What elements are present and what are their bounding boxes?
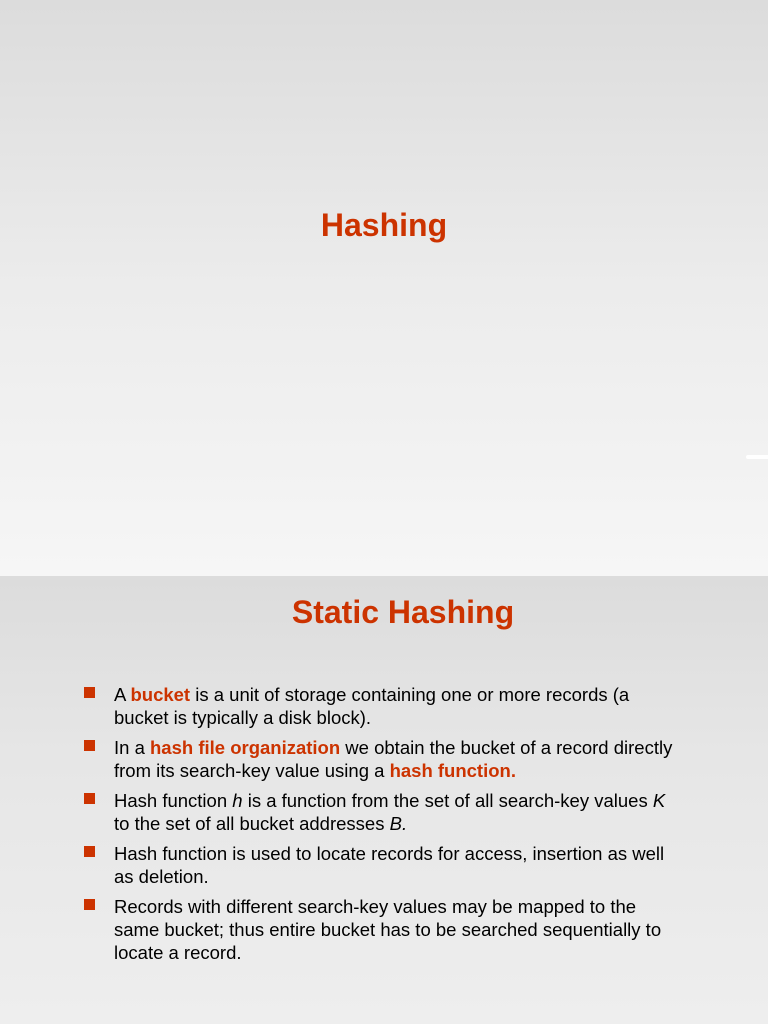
slide-static-hashing (0, 576, 768, 1024)
term-highlight: bucket (130, 684, 191, 705)
bullet-list (84, 683, 684, 971)
square-bullet-icon (84, 899, 95, 910)
square-bullet-icon (84, 740, 95, 751)
bullet-item: In a hash file organization we obtain the bucket of a record directly from its search-key value using a hash function. (84, 736, 684, 782)
italic-symbol: K (652, 790, 666, 811)
bullet-item: A bucket is a unit of storage containing one or more records (a bucket is typically a disk block). (84, 683, 684, 729)
decorative-mark (746, 455, 768, 459)
italic-symbol: B. (389, 813, 408, 834)
bullet-item: Records with different search-key values may be mapped to the same bucket; thus entire bucket has to be searched sequentially to locate a record. (84, 895, 684, 964)
square-bullet-icon (84, 846, 95, 857)
slide-title: Static Hashing (291, 594, 515, 630)
term-highlight: hash file organization (150, 737, 341, 758)
square-bullet-icon (84, 793, 95, 804)
term-highlight: hash function. (389, 760, 516, 781)
bullet-item: Hash function h is a function from the set of all search-key values K to the set of all bucket addresses B. (84, 789, 684, 835)
bullet-item: Hash function is used to locate records for access, insertion as well as deletion. (84, 842, 684, 888)
slide-title: Hashing (320, 207, 448, 243)
square-bullet-icon (84, 687, 95, 698)
italic-symbol: h (232, 790, 243, 811)
